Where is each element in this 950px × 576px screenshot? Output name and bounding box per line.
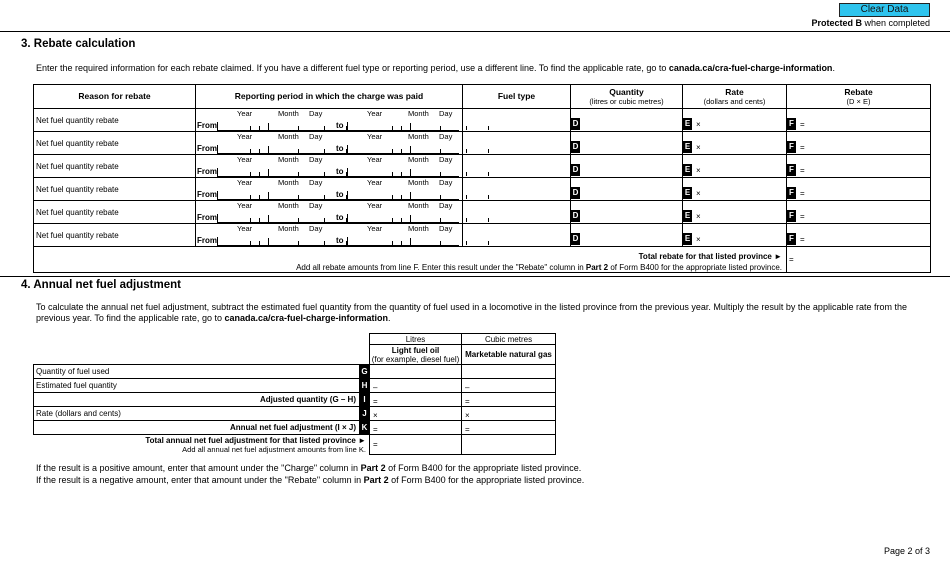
litres-input[interactable]: – [370,379,462,393]
page-number: Page 2 of 3 [883,546,930,556]
adjustment-label: Rate (dollars and cents) [34,407,360,421]
divider [0,276,950,277]
quantity-cell[interactable]: D [571,109,683,132]
rebate-row [34,201,931,224]
date-tick [392,241,393,245]
rate-cell[interactable]: E × [683,201,787,224]
date-tick [298,172,299,176]
to-label: to [336,236,344,245]
date-tick [250,195,251,199]
rate-link[interactable]: canada.ca/cra-fuel-charge-information [668,63,833,73]
total-rebate-label: Total rebate for that listed province ► [34,247,787,261]
date-tick [268,169,269,176]
date-tick [259,218,260,222]
date-tick [268,215,269,222]
clear-data-button[interactable]: Clear Data [839,3,930,17]
to-date-input[interactable] [347,145,459,154]
cubic-input[interactable]: × [462,407,556,421]
date-tick [324,241,325,245]
col-cubic-metres: Cubic metres [462,334,556,345]
litres-input[interactable]: = [370,393,462,407]
to-date-input[interactable] [347,168,459,177]
date-tick [401,149,402,153]
date-tick [401,195,402,199]
rate-cell[interactable]: E × [683,178,787,201]
date-tick [324,195,325,199]
adjustment-label: Quantity of fuel used [34,365,360,379]
to-label: to [336,121,344,130]
reason-cell: Net fuel quantity rebate [34,155,196,178]
period-cell[interactable]: Year Month Day Year Month Day From to [196,201,463,224]
rate-cell[interactable]: E × [683,132,787,155]
total-rebate-note: Add all rebate amounts from line F. Enter this result under the "Rebate" column in Part 2 of Form B400 for the appropriate listed province. [34,261,787,273]
date-tick [268,123,269,130]
rebate-cell[interactable]: F = [787,155,931,178]
rebate-cell[interactable]: F = [787,109,931,132]
date-tick [401,218,402,222]
rebate-row [34,178,931,201]
date-tick [410,215,411,222]
divider [0,31,950,32]
from-label: From [197,121,217,130]
col-rebate: Rebate (D × E) [787,85,931,109]
date-tick [410,192,411,199]
to-date-input[interactable] [347,237,459,246]
rate-cell[interactable]: E × [683,109,787,132]
cubic-input[interactable]: = [462,421,556,435]
cubic-input[interactable]: – [462,379,556,393]
date-tick [250,241,251,245]
reason-cell: Net fuel quantity rebate [34,132,196,155]
reason-cell: Net fuel quantity rebate [34,201,196,224]
line-letter: G [360,365,370,379]
quantity-cell[interactable]: D [571,201,683,224]
rebate-cell[interactable]: F = [787,224,931,247]
date-tick [401,126,402,130]
col-rate: Rate (dollars and cents) [683,85,787,109]
adjustment-table [33,333,556,455]
date-tick [259,172,260,176]
adjustment-row [34,379,556,393]
cubic-input[interactable]: = [462,393,556,407]
date-tick [392,172,393,176]
total-adjustment-litres[interactable]: = [370,435,462,455]
period-cell[interactable]: Year Month Day Year Month Day From to [196,155,463,178]
date-tick [440,172,441,176]
date-tick [392,149,393,153]
adjustment-label: Estimated fuel quantity [34,379,360,393]
reason-cell: Net fuel quantity rebate [34,224,196,247]
to-label: to [336,190,344,199]
to-label: to [336,167,344,176]
fuel-type-input[interactable] [463,109,571,132]
date-tick [250,172,251,176]
col-litres: Litres [370,334,462,345]
date-tick [440,195,441,199]
rebate-table [33,84,931,273]
date-tick [410,169,411,176]
note-positive: If the result is a positive amount, enter that amount under the "Charge" column in Part 2 of Form B400 for the appropriate listed province. [36,463,582,473]
date-tick [392,218,393,222]
from-label: From [197,144,217,153]
date-tick [298,218,299,222]
section-4-title: 4. Annual net fuel adjustment [21,279,181,291]
date-tick [298,149,299,153]
to-label: to [336,213,344,222]
adjustment-row [34,393,556,407]
rebate-row [34,155,931,178]
quantity-cell[interactable]: D [571,178,683,201]
col-light-fuel-oil: Light fuel oil (for example, diesel fuel) [370,345,462,365]
to-date-input[interactable] [347,122,459,131]
litres-input[interactable]: = [370,421,462,435]
col-fuel: Fuel type [463,85,571,109]
period-cell[interactable]: Year Month Day Year Month Day From to [196,109,463,132]
litres-input[interactable]: × [370,407,462,421]
adjustment-label: Annual net fuel adjustment (I × J) [34,421,360,435]
date-tick [401,241,402,245]
total-rebate-field[interactable]: = [787,247,931,273]
date-tick [250,149,251,153]
date-tick [250,218,251,222]
line-letter: H [360,379,370,393]
rate-link[interactable]: canada.ca/cra-fuel-charge-information [224,313,389,323]
from-label: From [197,213,217,222]
date-tick [324,172,325,176]
rebate-row [34,109,931,132]
fuel-type-input[interactable] [463,224,571,247]
rebate-row [34,132,931,155]
total-adjustment-cubic[interactable] [462,435,556,455]
date-tick [324,218,325,222]
cubic-input[interactable] [462,365,556,379]
quantity-cell[interactable]: D [571,132,683,155]
date-tick [298,195,299,199]
line-letter: I [360,393,370,407]
fuel-type-input[interactable] [463,155,571,178]
period-cell[interactable]: Year Month Day Year Month Day From to [196,224,463,247]
date-tick [440,218,441,222]
quantity-cell[interactable]: D [571,224,683,247]
reason-cell: Net fuel quantity rebate [34,178,196,201]
col-period: Reporting period in which the charge was paid [196,85,463,109]
to-label: to [336,144,344,153]
col-natural-gas: Marketable natural gas [462,345,556,365]
date-tick [410,238,411,245]
fuel-type-input[interactable] [463,178,571,201]
rate-cell[interactable]: E × [683,224,787,247]
litres-input[interactable] [370,365,462,379]
date-tick [410,146,411,153]
date-tick [259,149,260,153]
date-tick [392,126,393,130]
protected-b-notice: Protected B when completed [811,18,930,28]
adjustment-row [34,365,556,379]
date-tick [268,238,269,245]
rebate-cell[interactable]: F = [787,178,931,201]
date-tick [268,146,269,153]
date-tick [392,195,393,199]
from-label: From [197,236,217,245]
section-3-intro: Enter the required information for each rebate claimed. If you have a different fuel type or reporting period, use a different line. To find the applicable rate, go to canada.ca/cra-fuel-charge-information. [36,63,835,73]
date-tick [440,126,441,130]
date-tick [298,126,299,130]
adjustment-label: Adjusted quantity (G – H) [34,393,360,407]
rate-cell[interactable]: E × [683,155,787,178]
period-cell[interactable]: Year Month Day Year Month Day From to [196,178,463,201]
total-adjustment-label: Total annual net fuel adjustment for that listed province ► Add all annual net fuel adjustment amounts from line K. [34,435,370,455]
date-tick [401,172,402,176]
date-tick [259,241,260,245]
fuel-type-input[interactable] [463,132,571,155]
section-3-title: 3. Rebate calculation [21,38,136,50]
period-cell[interactable]: Year Month Day Year Month Day From to [196,132,463,155]
adjustment-row [34,407,556,421]
section-4-intro: To calculate the annual net fuel adjustment, subtract the estimated fuel quantity from the quantity of fuel used in a locomotive in the listed province from the previous year. Multiply the result by the applicable rate from the previous year. To find the applicable rate, go to canada.ca/cra-fuel-charge-information. [36,302,907,323]
fuel-type-input[interactable] [463,201,571,224]
line-letter: J [360,407,370,421]
date-tick [259,195,260,199]
date-tick [440,149,441,153]
to-date-input[interactable] [347,214,459,223]
date-tick [440,241,441,245]
quantity-cell[interactable]: D [571,155,683,178]
from-label: From [197,190,217,199]
note-negative: If the result is a negative amount, enter that amount under the "Rebate" column in Part 2 of Form B400 for the appropriate listed province. [36,475,585,485]
date-tick [268,192,269,199]
reason-cell: Net fuel quantity rebate [34,109,196,132]
rebate-cell[interactable]: F = [787,132,931,155]
adjustment-row [34,421,556,435]
rebate-row [34,224,931,247]
date-tick [324,149,325,153]
line-letter: K [360,421,370,435]
col-reason: Reason for rebate [34,85,196,109]
date-tick [324,126,325,130]
col-quantity: Quantity (litres or cubic metres) [571,85,683,109]
date-tick [250,126,251,130]
date-tick [259,126,260,130]
date-tick [298,241,299,245]
to-date-input[interactable] [347,191,459,200]
date-tick [410,123,411,130]
from-label: From [197,167,217,176]
rebate-cell[interactable]: F = [787,201,931,224]
